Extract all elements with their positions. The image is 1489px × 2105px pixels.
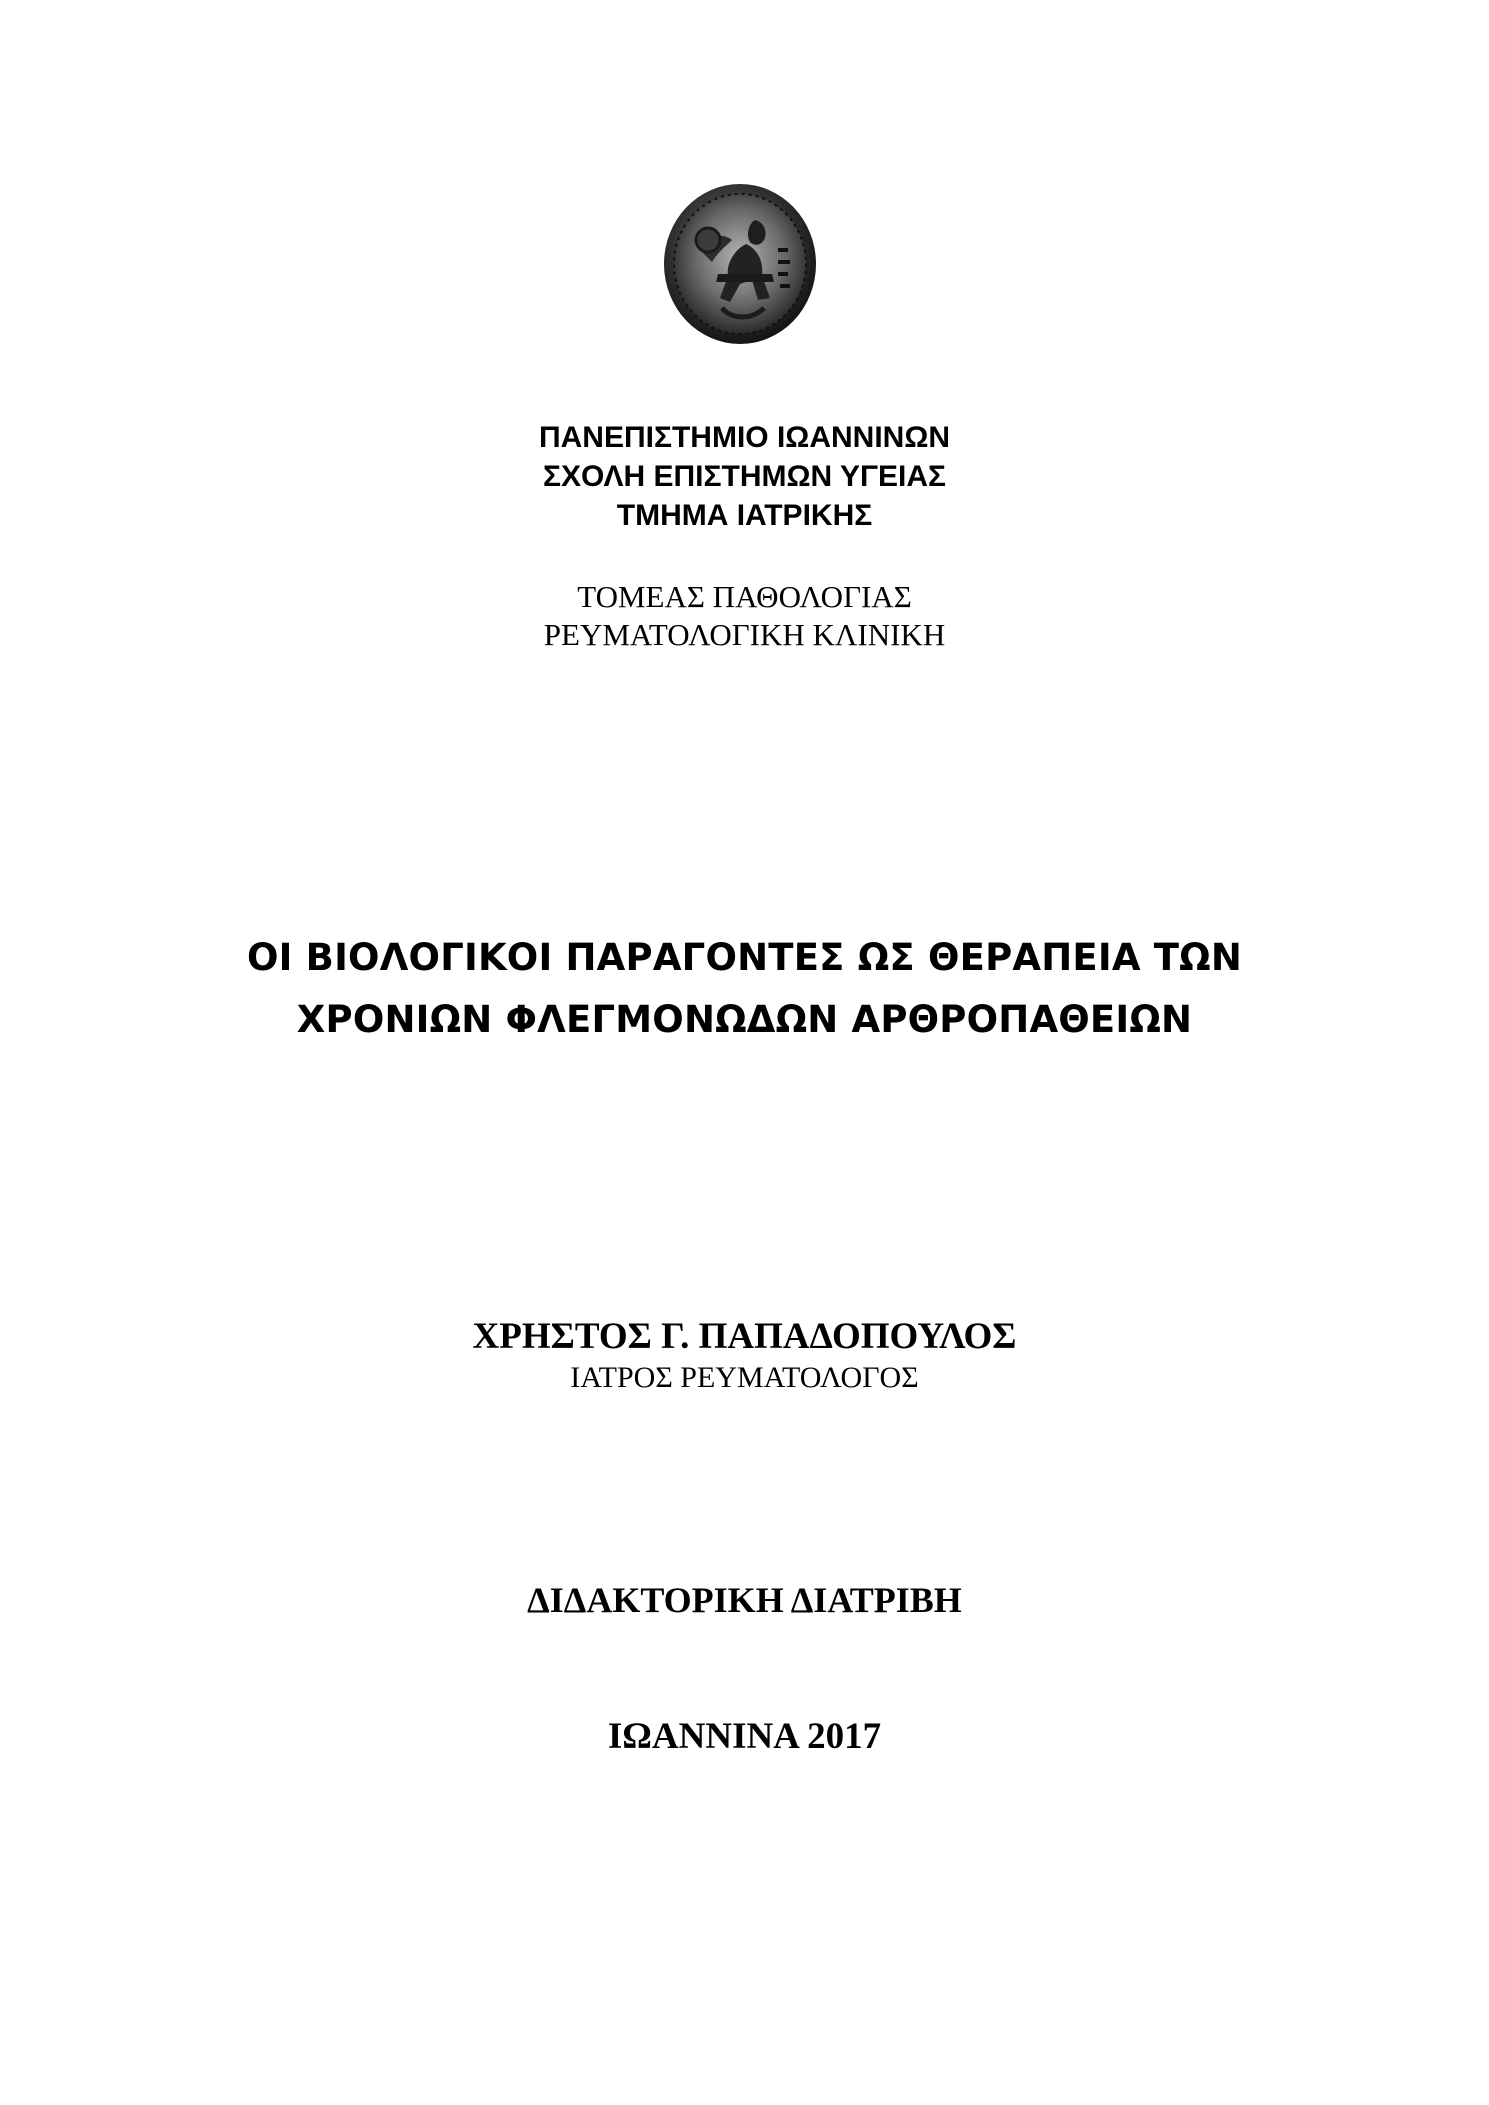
clinic-name: ΡΕΥΜΑΤΟΛΟΓΙΚΗ ΚΛΙΝΙΚΗ (543, 617, 946, 652)
author-name-text: ΧΡΗΣΤΟΣ Γ. ΠΑΠΑΔΟΠΟΥΛΟΣ (472, 1316, 1017, 1357)
thesis-title-line-1: ΟΙ ΒΙΟΛΟΓΙΚΟΙ ΠΑΡΑΓΟΝΤΕΣ ΩΣ ΘΕΡΑΠΕΙΑ ΤΩΝ (246, 936, 1243, 979)
author-name (0, 1314, 1489, 1360)
university-seal-icon (660, 180, 820, 348)
division-block (0, 578, 1489, 654)
department-name: ΤΜΗΜΑ ΙΑΤΡΙΚΗΣ (616, 499, 873, 532)
school-name: ΣΧΟΛΗ ΕΠΙΣΤΗΜΩΝ ΥΓΕΙΑΣ (542, 460, 947, 493)
place-and-year (0, 1714, 1489, 1760)
thesis-title (0, 927, 1489, 1051)
university-name: ΠΑΝΕΠΙΣΤΗΜΙΟ ΙΩΑΝΝΙΝΩΝ (538, 421, 951, 454)
institution-block (0, 418, 1489, 535)
document-type (0, 1578, 1489, 1622)
place-and-year-text: ΙΩΑΝΝΙΝΑ 2017 (607, 1716, 882, 1757)
document-type-text: ΔΙΔΑΚΤΟΡΙΚΗ ΔΙΑΤΡΙΒΗ (527, 1580, 962, 1620)
sector-name: ΤΟΜΕΑΣ ΠΑΘΟΛΟΓΙΑΣ (577, 579, 912, 614)
author-role (0, 1360, 1489, 1396)
author-role-text: ΙΑΤΡΟΣ ΡΕΥΜΑΤΟΛΟΓΟΣ (570, 1361, 919, 1394)
thesis-title-line-2: ΧΡΟΝΙΩΝ ΦΛΕΓΜΟΝΩΔΩΝ ΑΡΘΡΟΠΑΘΕΙΩΝ (296, 998, 1193, 1041)
